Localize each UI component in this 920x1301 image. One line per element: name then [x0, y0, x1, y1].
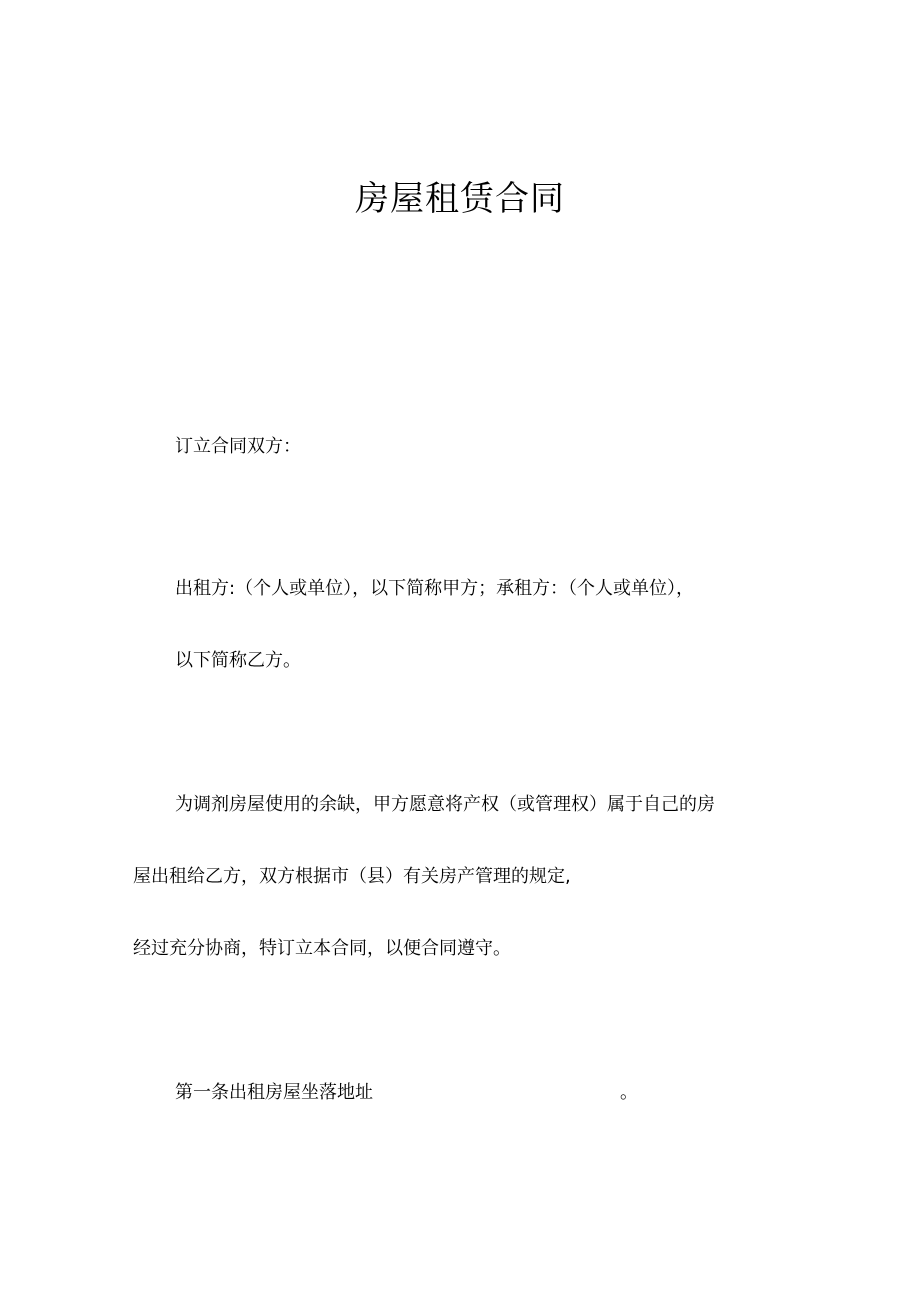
article-1-end-mark: 。: [620, 1082, 638, 1103]
parties-line-1: 出租方:（个人或单位），以下简称甲方；承租方：（个人或单位），: [175, 578, 695, 599]
parties-heading: 订立合同双方：: [175, 436, 301, 457]
purpose-line-1: 为调剂房屋使用的余缺，甲方愿意将产权（或管理权）属于自己的房: [175, 794, 715, 815]
purpose-line-2: 屋出租给乙方，双方根据市（县）有关房产管理的规定,: [133, 866, 571, 887]
document-title: 房屋租赁合同: [355, 179, 565, 219]
parties-line-2: 以下简称乙方。: [175, 650, 301, 671]
article-1-label: 第一条出租房屋坐落地址: [175, 1082, 373, 1103]
purpose-line-3: 经过充分协商，特订立本合同，以便合同遵守。: [133, 938, 511, 959]
